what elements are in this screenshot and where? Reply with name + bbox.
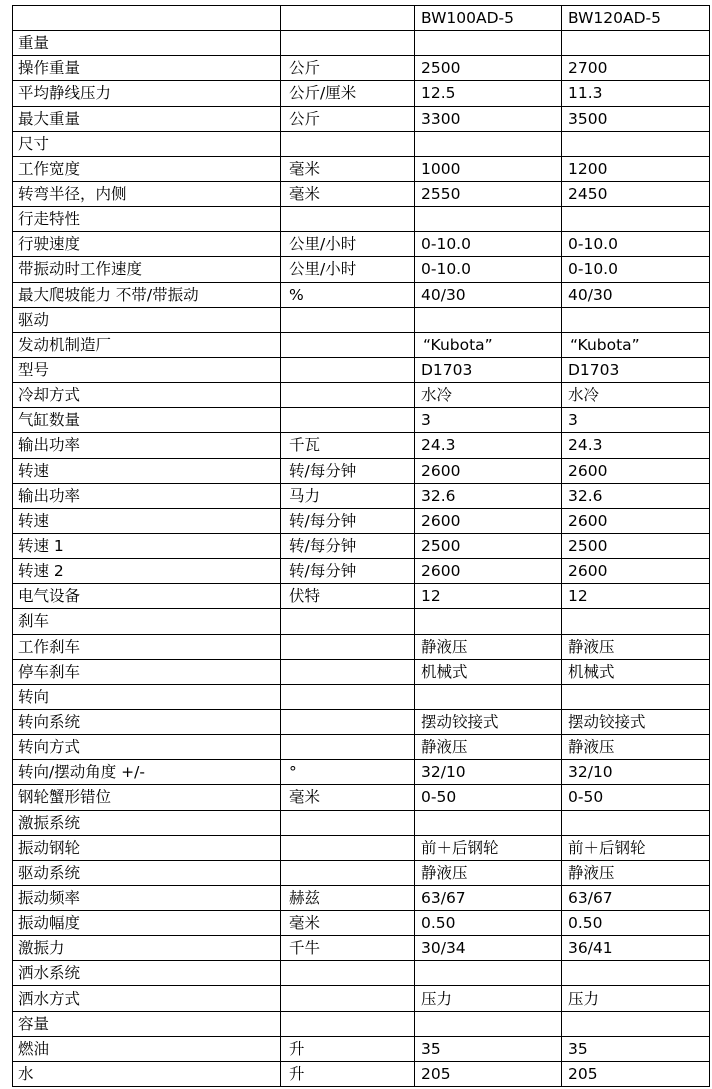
table-row: [13, 31, 710, 56]
spec-value-bw100ad5: [415, 31, 562, 56]
spec-value-bw100ad5: [415, 684, 562, 709]
spec-value-bw100ad5: 40/30: [415, 282, 562, 307]
spec-value-bw120ad5: [562, 684, 710, 709]
spec-value-bw120ad5: [562, 609, 710, 634]
spec-value-bw120ad5: 3: [562, 408, 710, 433]
spec-value-bw120ad5: “Kubota”: [562, 332, 710, 357]
header-cell-unit: [281, 6, 415, 31]
spec-unit: 转/每分钟: [281, 458, 415, 483]
spec-name: 驱动: [13, 307, 281, 332]
spec-value-bw120ad5: 静液压: [562, 634, 710, 659]
spec-unit: [281, 961, 415, 986]
spec-name: 发动机制造厂: [13, 332, 281, 357]
table-row: [13, 911, 710, 936]
table-row: [13, 408, 710, 433]
spec-unit: 伏特: [281, 584, 415, 609]
table-row: [13, 1011, 710, 1036]
spec-value-bw120ad5: 压力: [562, 986, 710, 1011]
spec-name: 刹车: [13, 609, 281, 634]
spec-name: 转向系统: [13, 709, 281, 734]
spec-value-bw120ad5: 摆动铰接式: [562, 709, 710, 734]
spec-value-bw100ad5: 机械式: [415, 659, 562, 684]
table-row: [13, 357, 710, 382]
spec-unit: [281, 810, 415, 835]
spec-name: 钢轮蟹形错位: [13, 785, 281, 810]
spec-table-body: [13, 6, 710, 1087]
spec-unit: [281, 332, 415, 357]
table-row: [13, 835, 710, 860]
table-row: [13, 508, 710, 533]
spec-name: 容量: [13, 1011, 281, 1036]
table-row: [13, 785, 710, 810]
spec-value-bw120ad5: 35: [562, 1036, 710, 1061]
spec-value-bw100ad5: 0-10.0: [415, 232, 562, 257]
spec-unit: [281, 860, 415, 885]
spec-unit: [281, 609, 415, 634]
spec-name: 重量: [13, 31, 281, 56]
table-header-row: [13, 6, 710, 31]
spec-value-bw120ad5: [562, 207, 710, 232]
spec-value-bw120ad5: 2700: [562, 56, 710, 81]
spec-unit: °: [281, 760, 415, 785]
table-row: [13, 885, 710, 910]
spec-value-bw100ad5: [415, 307, 562, 332]
spec-name: 转向/摆动角度 +/-: [13, 760, 281, 785]
spec-name: 工作宽度: [13, 156, 281, 181]
spec-value-bw100ad5: 205: [415, 1061, 562, 1086]
spec-value-bw100ad5: 12.5: [415, 81, 562, 106]
spec-value-bw100ad5: [415, 1011, 562, 1036]
spec-value-bw100ad5: 2600: [415, 458, 562, 483]
spec-unit: [281, 659, 415, 684]
spec-unit: 升: [281, 1061, 415, 1086]
spec-unit: [281, 684, 415, 709]
table-row: [13, 609, 710, 634]
spec-name: 洒水方式: [13, 986, 281, 1011]
spec-value-bw100ad5: 2500: [415, 56, 562, 81]
spec-unit: [281, 307, 415, 332]
table-row: [13, 156, 710, 181]
spec-unit: [281, 207, 415, 232]
spec-name: 停车刹车: [13, 659, 281, 684]
spec-value-bw120ad5: 11.3: [562, 81, 710, 106]
table-row: [13, 659, 710, 684]
spec-unit: [281, 1011, 415, 1036]
spec-value-bw100ad5: 2500: [415, 533, 562, 558]
table-row: [13, 760, 710, 785]
spec-unit: [281, 986, 415, 1011]
spec-unit: 公里/小时: [281, 232, 415, 257]
spec-unit: [281, 131, 415, 156]
table-row: [13, 181, 710, 206]
spec-unit: 公斤/厘米: [281, 81, 415, 106]
spec-value-bw100ad5: 12: [415, 584, 562, 609]
spec-value-bw100ad5: 压力: [415, 986, 562, 1011]
spec-value-bw100ad5: 0-10.0: [415, 257, 562, 282]
spec-name: 工作刹车: [13, 634, 281, 659]
spec-unit: 升: [281, 1036, 415, 1061]
spec-name: 转速: [13, 458, 281, 483]
spec-value-bw100ad5: 水冷: [415, 383, 562, 408]
spec-unit: 转/每分钟: [281, 559, 415, 584]
spec-unit: [281, 634, 415, 659]
spec-name: 激振系统: [13, 810, 281, 835]
spec-value-bw120ad5: 24.3: [562, 433, 710, 458]
spec-value-bw120ad5: [562, 961, 710, 986]
spec-value-bw100ad5: 3: [415, 408, 562, 433]
table-row: [13, 307, 710, 332]
spec-value-bw100ad5: [415, 131, 562, 156]
spec-unit: 公斤: [281, 106, 415, 131]
spec-value-bw100ad5: 1000: [415, 156, 562, 181]
spec-unit: 赫兹: [281, 885, 415, 910]
table-row: [13, 961, 710, 986]
spec-value-bw100ad5: [415, 961, 562, 986]
spec-unit: [281, 31, 415, 56]
spec-name: 转弯半径，内侧: [13, 181, 281, 206]
spec-value-bw120ad5: 63/67: [562, 885, 710, 910]
spec-unit: 千瓦: [281, 433, 415, 458]
spec-name: 操作重量: [13, 56, 281, 81]
spec-value-bw120ad5: 205: [562, 1061, 710, 1086]
spec-unit: 公斤: [281, 56, 415, 81]
spec-name: 输出功率: [13, 433, 281, 458]
spec-value-bw100ad5: 0.50: [415, 911, 562, 936]
table-row: [13, 936, 710, 961]
table-row: [13, 106, 710, 131]
spec-value-bw120ad5: 36/41: [562, 936, 710, 961]
spec-value-bw100ad5: 2600: [415, 559, 562, 584]
spec-value-bw120ad5: 2500: [562, 533, 710, 558]
spec-value-bw120ad5: 0-10.0: [562, 232, 710, 257]
spec-value-bw100ad5: 摆动铰接式: [415, 709, 562, 734]
spec-value-bw100ad5: 2600: [415, 508, 562, 533]
spec-unit: [281, 835, 415, 860]
spec-unit: [281, 357, 415, 382]
spec-value-bw120ad5: 0-10.0: [562, 257, 710, 282]
spec-value-bw120ad5: 静液压: [562, 735, 710, 760]
spec-value-bw120ad5: 2600: [562, 458, 710, 483]
spec-value-bw100ad5: 24.3: [415, 433, 562, 458]
table-row: [13, 81, 710, 106]
spec-unit: [281, 709, 415, 734]
spec-name: 驱动系统: [13, 860, 281, 885]
spec-unit: 毫米: [281, 156, 415, 181]
spec-name: 转速: [13, 508, 281, 533]
spec-name: 输出功率: [13, 483, 281, 508]
spec-name: 气缸数量: [13, 408, 281, 433]
spec-unit: [281, 383, 415, 408]
header-cell-name: [13, 6, 281, 31]
spec-name: 带振动时工作速度: [13, 257, 281, 282]
spec-value-bw100ad5: 前＋后钢轮: [415, 835, 562, 860]
spec-value-bw100ad5: [415, 207, 562, 232]
spec-name: 行驶速度: [13, 232, 281, 257]
spec-unit: %: [281, 282, 415, 307]
table-row: [13, 709, 710, 734]
spec-value-bw120ad5: 32.6: [562, 483, 710, 508]
table-row: [13, 332, 710, 357]
spec-value-bw120ad5: 静液压: [562, 860, 710, 885]
spec-value-bw120ad5: 水冷: [562, 383, 710, 408]
spec-name: 最大爬坡能力 不带/带振动: [13, 282, 281, 307]
spec-name: 洒水系统: [13, 961, 281, 986]
spec-name: 水: [13, 1061, 281, 1086]
table-row: [13, 56, 710, 81]
spec-value-bw100ad5: “Kubota”: [415, 332, 562, 357]
spec-name: 激振力: [13, 936, 281, 961]
spec-value-bw120ad5: 机械式: [562, 659, 710, 684]
spec-table: [12, 5, 710, 1087]
spec-name: 燃油: [13, 1036, 281, 1061]
spec-value-bw120ad5: 0-50: [562, 785, 710, 810]
spec-value-bw100ad5: [415, 810, 562, 835]
table-row: [13, 232, 710, 257]
spec-value-bw100ad5: D1703: [415, 357, 562, 382]
spec-unit: 毫米: [281, 911, 415, 936]
spec-value-bw120ad5: 0.50: [562, 911, 710, 936]
table-row: [13, 433, 710, 458]
spec-name: 最大重量: [13, 106, 281, 131]
spec-unit: 转/每分钟: [281, 533, 415, 558]
table-row: [13, 634, 710, 659]
spec-value-bw120ad5: [562, 810, 710, 835]
spec-value-bw120ad5: 12: [562, 584, 710, 609]
spec-name: 尺寸: [13, 131, 281, 156]
spec-value-bw100ad5: [415, 609, 562, 634]
spec-value-bw120ad5: 2600: [562, 559, 710, 584]
spec-unit: 千牛: [281, 936, 415, 961]
table-row: [13, 1061, 710, 1086]
spec-name: 平均静线压力: [13, 81, 281, 106]
spec-value-bw100ad5: 0-50: [415, 785, 562, 810]
table-row: [13, 860, 710, 885]
spec-unit: 公里/小时: [281, 257, 415, 282]
spec-value-bw100ad5: 静液压: [415, 735, 562, 760]
table-row: [13, 533, 710, 558]
spec-value-bw100ad5: 3300: [415, 106, 562, 131]
header-model-bw100ad5: BW100AD-5: [415, 6, 562, 31]
spec-name: 转速 1: [13, 533, 281, 558]
spec-value-bw120ad5: 3500: [562, 106, 710, 131]
spec-value-bw120ad5: [562, 131, 710, 156]
table-row: [13, 559, 710, 584]
spec-value-bw120ad5: [562, 307, 710, 332]
spec-value-bw100ad5: 静液压: [415, 860, 562, 885]
spec-value-bw100ad5: 32/10: [415, 760, 562, 785]
spec-value-bw100ad5: 30/34: [415, 936, 562, 961]
spec-name: 冷却方式: [13, 383, 281, 408]
spec-name: 电气设备: [13, 584, 281, 609]
spec-unit: 马力: [281, 483, 415, 508]
table-row: [13, 383, 710, 408]
table-row: [13, 1036, 710, 1061]
spec-name: 行走特性: [13, 207, 281, 232]
table-row: [13, 584, 710, 609]
spec-name: 转向方式: [13, 735, 281, 760]
spec-value-bw120ad5: 前＋后钢轮: [562, 835, 710, 860]
spec-name: 振动钢轮: [13, 835, 281, 860]
spec-unit: 毫米: [281, 181, 415, 206]
spec-value-bw100ad5: 63/67: [415, 885, 562, 910]
spec-value-bw120ad5: [562, 1011, 710, 1036]
spec-value-bw100ad5: 32.6: [415, 483, 562, 508]
table-row: [13, 282, 710, 307]
table-row: [13, 483, 710, 508]
spec-value-bw100ad5: 35: [415, 1036, 562, 1061]
spec-unit: [281, 735, 415, 760]
header-model-bw120ad5: BW120AD-5: [562, 6, 710, 31]
spec-value-bw120ad5: 2450: [562, 181, 710, 206]
spec-unit: 转/每分钟: [281, 508, 415, 533]
spec-value-bw100ad5: 静液压: [415, 634, 562, 659]
spec-value-bw100ad5: 2550: [415, 181, 562, 206]
spec-name: 型号: [13, 357, 281, 382]
spec-value-bw120ad5: 40/30: [562, 282, 710, 307]
spec-name: 转向: [13, 684, 281, 709]
table-row: [13, 735, 710, 760]
spec-name: 转速 2: [13, 559, 281, 584]
table-row: [13, 986, 710, 1011]
spec-value-bw120ad5: 1200: [562, 156, 710, 181]
spec-value-bw120ad5: [562, 31, 710, 56]
spec-name: 振动频率: [13, 885, 281, 910]
spec-unit: [281, 408, 415, 433]
spec-value-bw120ad5: 32/10: [562, 760, 710, 785]
table-row: [13, 684, 710, 709]
spec-value-bw120ad5: 2600: [562, 508, 710, 533]
table-row: [13, 207, 710, 232]
table-row: [13, 810, 710, 835]
table-row: [13, 257, 710, 282]
spec-value-bw120ad5: D1703: [562, 357, 710, 382]
spec-name: 振动幅度: [13, 911, 281, 936]
spec-unit: 毫米: [281, 785, 415, 810]
table-row: [13, 131, 710, 156]
table-row: [13, 458, 710, 483]
